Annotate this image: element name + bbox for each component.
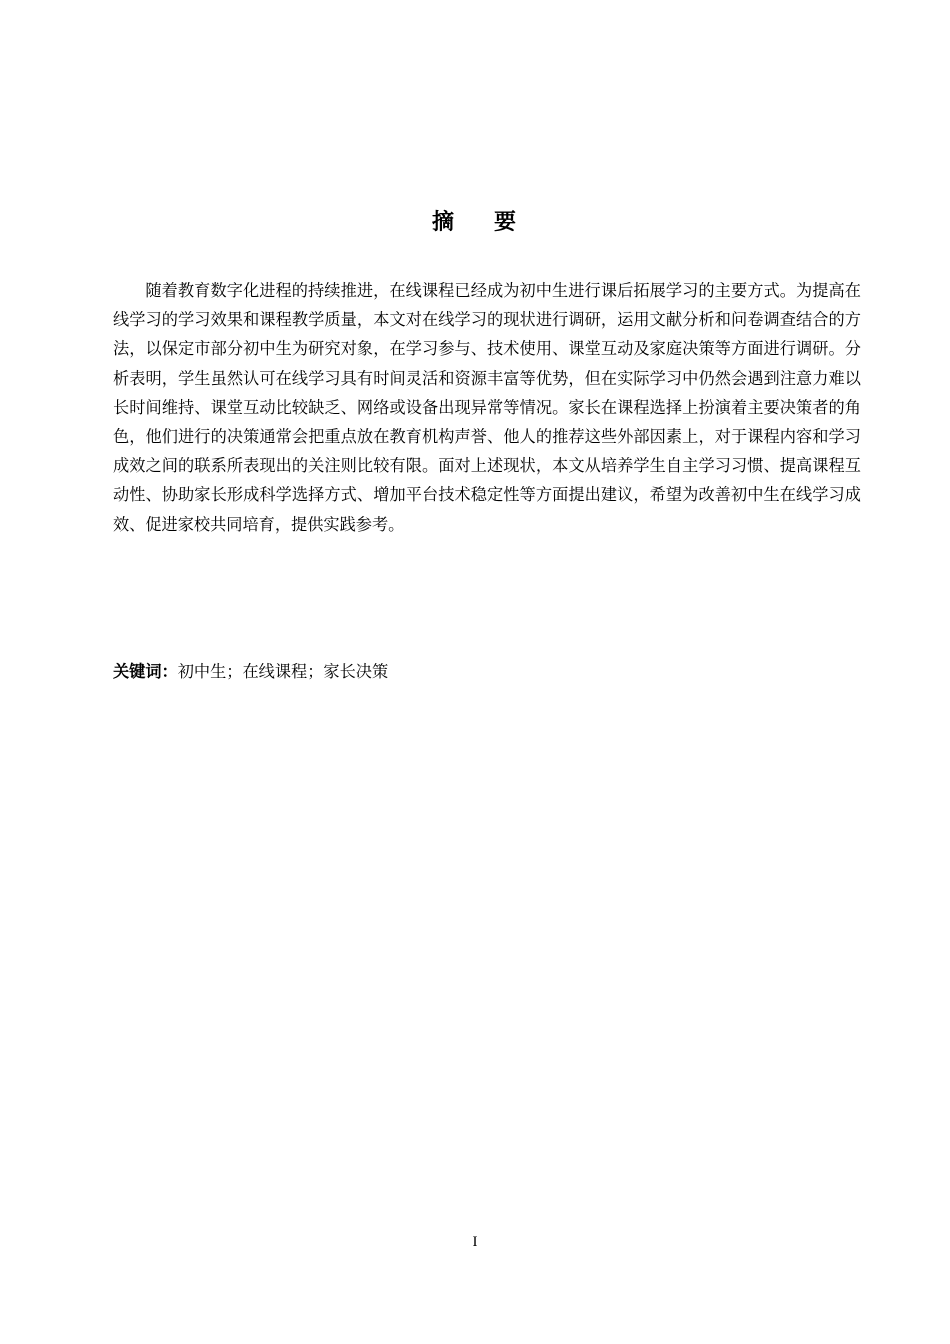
abstract-title-char-1: 摘 (431, 210, 456, 235)
keywords-value: 初中生；在线课程；家长决策 (177, 662, 389, 681)
keywords-label: 关键词： (113, 662, 178, 681)
abstract-body: 随着教育数字化进程的持续推进，在线课程已经成为初中生进行课后拓展学习的主要方式。为提高在线学习的学习效果和课程教学质量，本文对在线学习的现状进行调研，运用文献分析和问卷调查结合的方法，以保定市部分初中生为研究对象，在学习参与、技术使用、课堂互动及家庭决策等方面进行调研。分析表明，学生虽然认可在线学习具有时间灵活和资源丰富等优势，但在实际学习中仍然会遇到注意力难以长时间维持、课堂互动比较缺乏、网络或设备出现异常等情况。家长在课程选择上扮演着主要决策者的角色，他们进行的决策通常会把重点放在教育机构声誉、他人的推荐这些外部因素上，对于课程内容和学习成效之间的联系所表现出的关注则比较有限。面对上述现状，本文从培养学生自主学习习惯、提高课程互动性、协助家长形成科学选择方式、增加平台技术稳定性等方面提出建议，希望为改善初中生在线学习成效、促进家校共同培育，提供实践参考。 (113, 281, 861, 534)
abstract-title-char-2: 要 (494, 210, 519, 235)
page-number: I (472, 1234, 478, 1250)
abstract-title (0, 208, 950, 238)
keywords-line (113, 657, 861, 686)
